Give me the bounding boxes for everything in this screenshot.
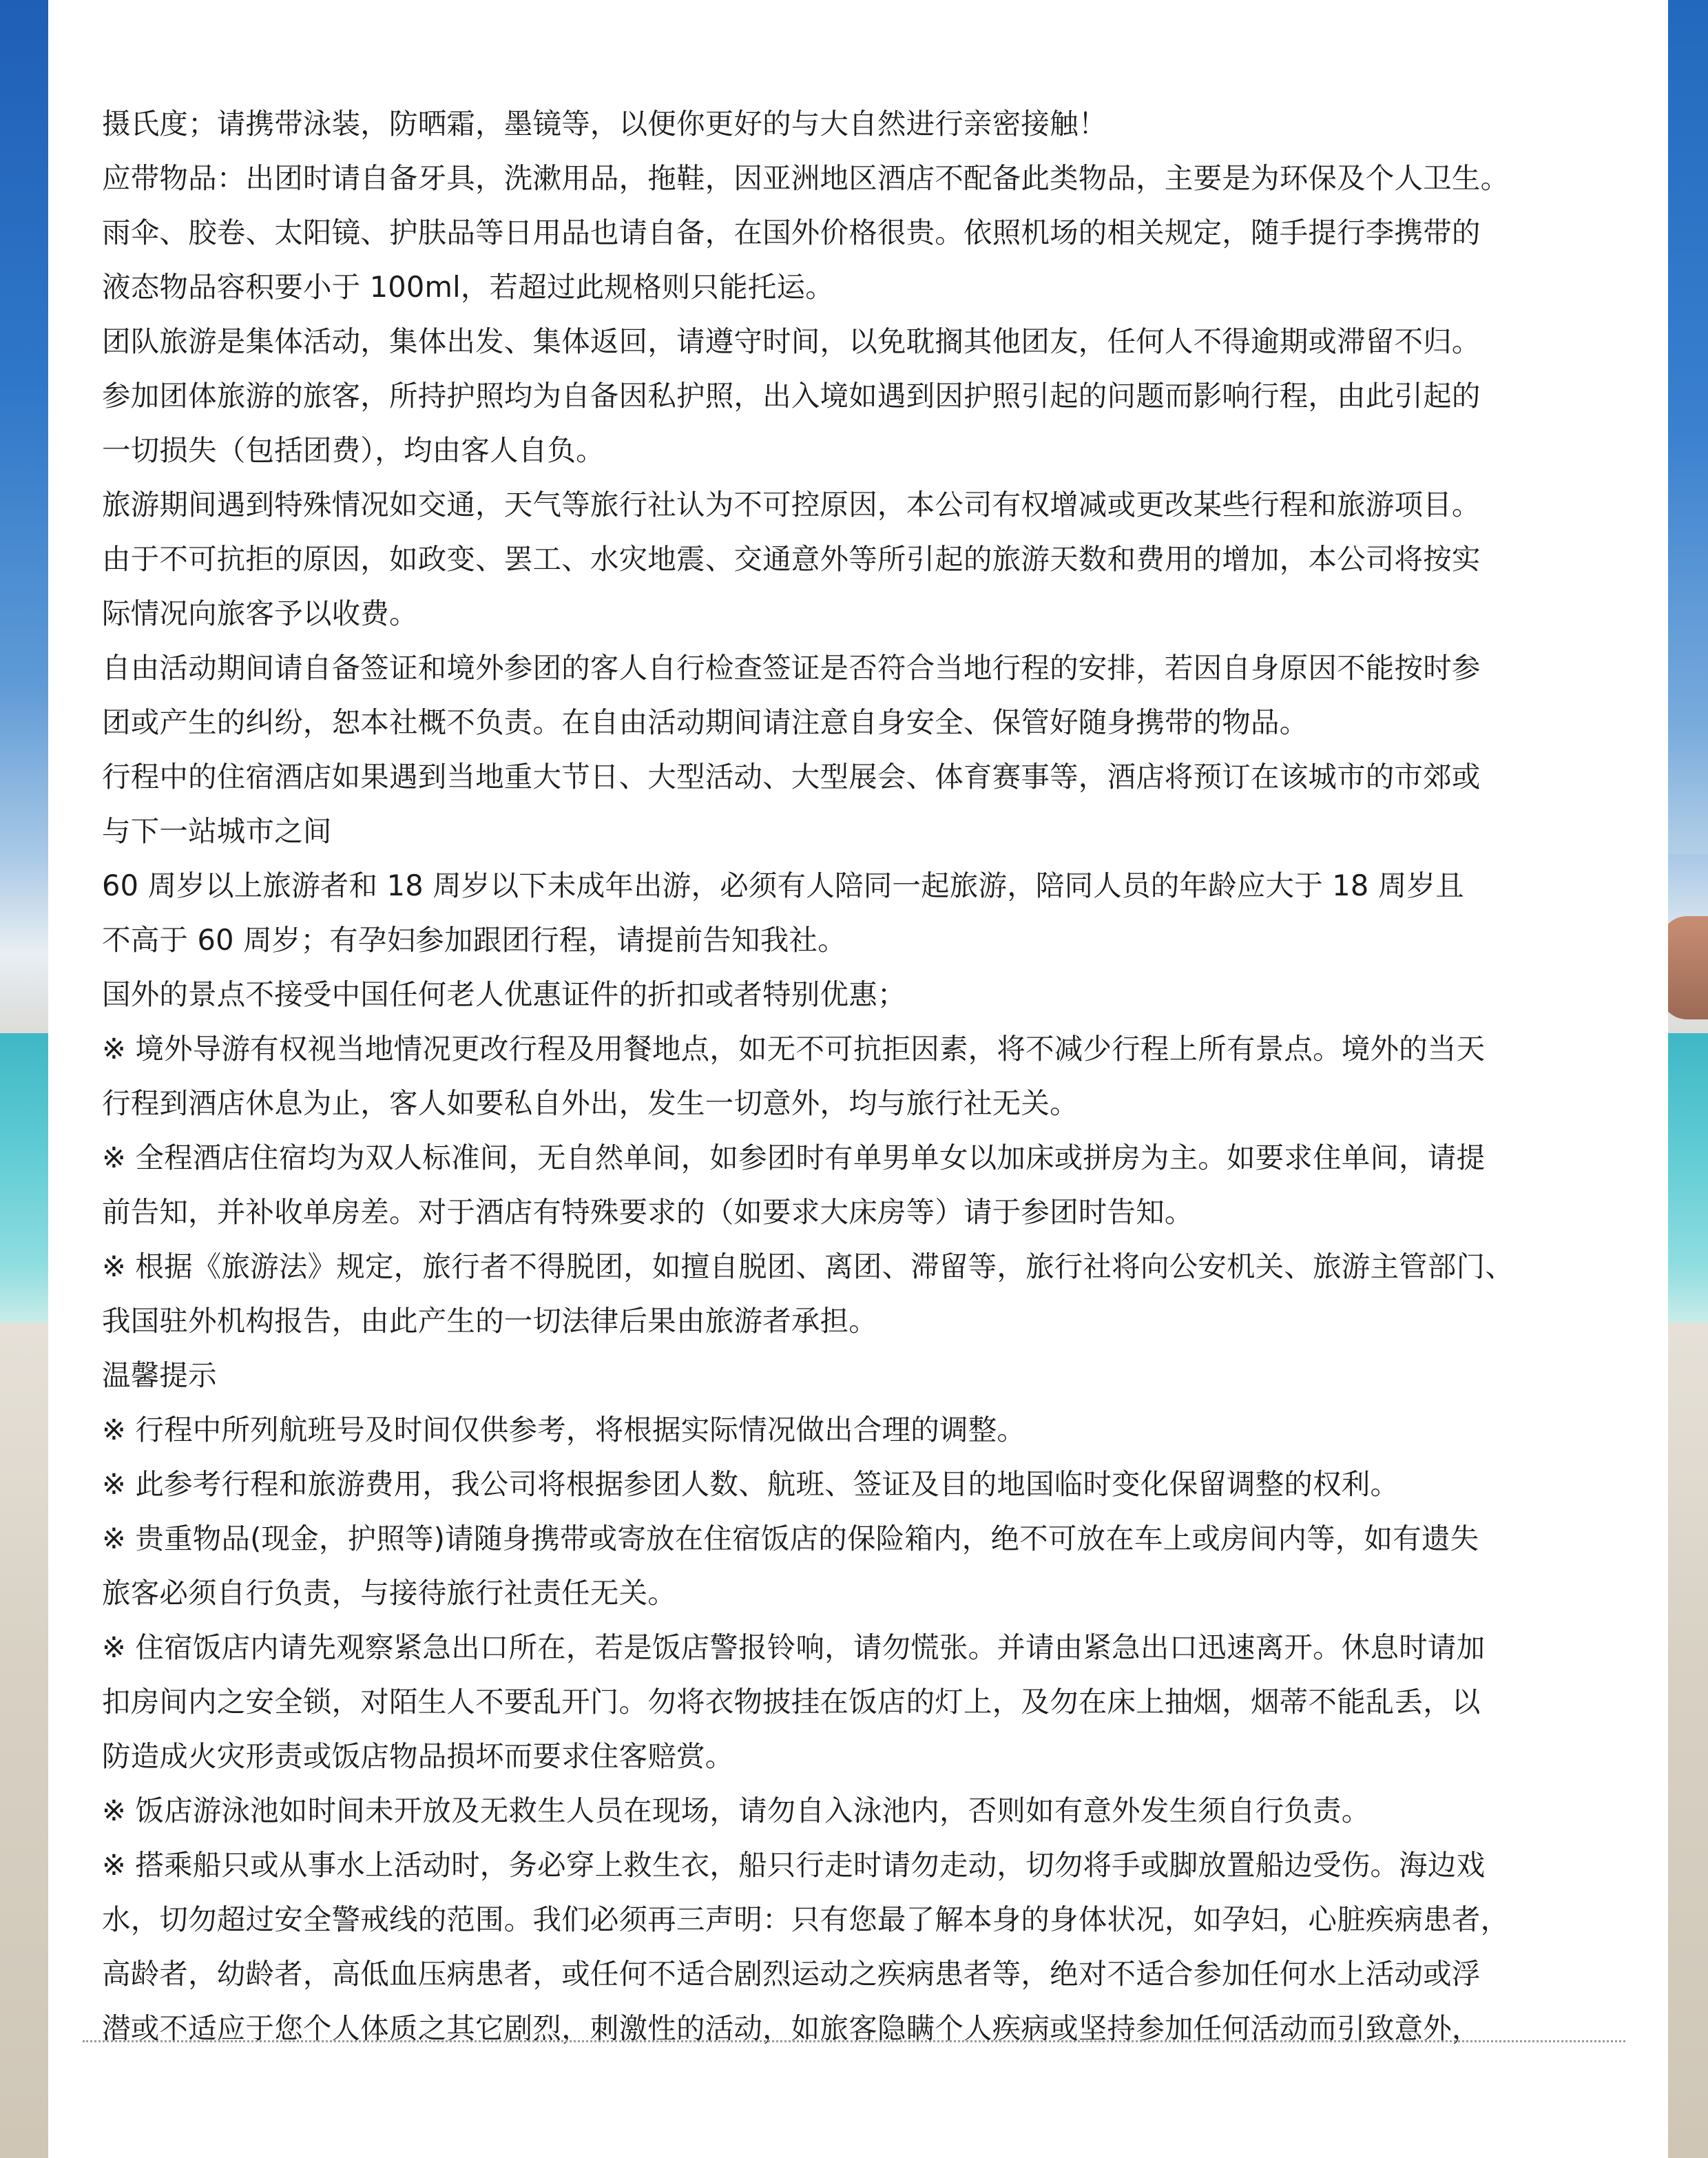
text-line: ※ 行程中所列航班号及时间仅供参考，将根据实际情况做出合理的调整。 — [102, 1413, 1026, 1446]
text-line: 水，切勿超过安全警戒线的范围。我们必须再三声明：只有您最了解本身的身体状况，如孕妇，心脏疾病患者， — [102, 1902, 1510, 1936]
text-line: 液态物品容积要小于 100ml，若超过此规格则只能托运。 — [102, 270, 834, 304]
section-heading-tips: 温馨提示 — [102, 1358, 217, 1392]
text-line: ※ 住宿饭店内请先观察紧急出口所在，若是饭店警报铃响，请勿慌张。并请由紧急出口迅速离开。休息时请加 — [102, 1630, 1486, 1664]
text-line: 一切损失（包括团费），均由客人自负。 — [102, 433, 605, 467]
text-line: ※ 全程酒店住宿均为双人标准间，无自然单间，如参团时有单男单女以加床或拼房为主。如要求住单间，请提 — [102, 1141, 1486, 1174]
text-line: 旅客必须自行负责，与接待旅行社责任无关。 — [102, 1576, 677, 1610]
dotted-divider — [83, 2040, 1625, 2042]
text-line: 我国驻外机构报告，由此产生的一切法律后果由旅游者承担。 — [102, 1304, 877, 1338]
text-line: 团队旅游是集体活动，集体出发、集体返回，请遵守时间，以免耽搁其他团友，任何人不得逾期或滞留不归。 — [102, 324, 1481, 358]
text-line: 雨伞、胶卷、太阳镜、护肤品等日用品也请自备，在国外价格很贵。依照机场的相关规定，随手提行李携带的 — [102, 216, 1481, 249]
text-line: ※ 境外导游有权视当地情况更改行程及用餐地点，如无不可抗拒因素，将不减少行程上所有景点。境外的当天 — [102, 1032, 1486, 1066]
text-line: 防造成火灾形责或饭店物品损坏而要求住客赔赏。 — [102, 1739, 734, 1773]
text-line: ※ 贵重物品(现金，护照等)请随身携带或寄放在住宿饭店的保险箱内，绝不可放在车上或房间内等，如有遗失 — [102, 1522, 1479, 1555]
text-line: 应带物品：出团时请自备牙具，洗漱用品，拖鞋，因亚洲地区酒店不配备此类物品，主要是为环保及个人卫生。 — [102, 161, 1510, 195]
text-line: 自由活动期间请自备签证和境外参团的客人自行检查签证是否符合当地行程的安排，若因自身原因不能按时参 — [102, 651, 1481, 685]
text-line: 国外的景点不接受中国任何老人优惠证件的折扣或者特别优惠； — [102, 977, 906, 1011]
text-line: ※ 饭店游泳池如时间未开放及无救生人员在现场，请勿自入泳池内，否则如有意外发生须自行负责。 — [102, 1794, 1371, 1827]
text-line: ※ 搭乘船只或从事水上活动时，务必穿上救生衣，船只行走时请勿走动，切勿将手或脚放置船边受伤。海边戏 — [102, 1848, 1486, 1882]
notice-text-block — [102, 96, 1624, 2055]
text-line: 摄氏度；请携带泳装，防晒霜，墨镜等，以便你更好的与大自然进行亲密接触！ — [102, 107, 1107, 141]
text-line: ※ 此参考行程和旅游费用，我公司将根据参团人数、航班、签证及目的地国临时变化保留调整的权利。 — [102, 1467, 1399, 1501]
text-line: 扣房间内之安全锁，对陌生人不要乱开门。勿将衣物披挂在饭店的灯上，及勿在床上抽烟，烟蒂不能乱丢，以 — [102, 1685, 1481, 1719]
text-line: 不高于 60 周岁；有孕妇参加跟团行程，请提前告知我社。 — [102, 923, 846, 957]
text-line: 行程到酒店休息为止，客人如要私自外出，发生一切意外，均与旅行社无关。 — [102, 1086, 1079, 1120]
text-line: 前告知，并补收单房差。对于酒店有特殊要求的（如要求大床房等）请于参团时告知。 — [102, 1195, 1194, 1229]
text-line: 60 周岁以上旅游者和 18 周岁以下未成年出游，必须有人陪同一起旅游，陪同人员的年龄应大于 18 周岁且 — [102, 869, 1464, 902]
text-line: 旅游期间遇到特殊情况如交通，天气等旅行社认为不可控原因，本公司有权增减或更改某些行程和旅游项目。 — [102, 488, 1481, 521]
text-line: ※ 根据《旅游法》规定，旅行者不得脱团，如擅自脱团、离团、滞留等，旅行社将向公安机关、旅游主管部门、 — [102, 1249, 1514, 1283]
text-line: 参加团体旅游的旅客，所持护照均为自备因私护照，出入境如遇到因护照引起的问题而影响行程，由此引起的 — [102, 379, 1481, 413]
background-beach-photo-left — [0, 0, 48, 2158]
text-line: 高龄者，幼龄者，高低血压病患者，或任何不适合剧烈运动之疾病患者等，绝对不适合参加任何水上活动或浮 — [102, 1957, 1481, 1991]
text-line: 团或产生的纠纷，恕本社概不负责。在自由活动期间请注意自身安全、保管好随身携带的物品。 — [102, 705, 1309, 739]
text-line: 由于不可抗拒的原因，如政变、罢工、水灾地震、交通意外等所引起的旅游天数和费用的增加，本公司将按实 — [102, 542, 1481, 576]
text-line: 行程中的住宿酒店如果遇到当地重大节日、大型活动、大型展会、体育赛事等，酒店将预订在该城市的市郊或 — [102, 760, 1481, 793]
text-line: 际情况向旅客予以收费。 — [102, 596, 418, 630]
text-line: 潜或不适应于您个人体质之其它剧烈，刺激性的活动，如旅客隐瞒个人疾病或坚持参加任何活动而引致意外， — [102, 2011, 1481, 2045]
text-line: 与下一站城市之间 — [102, 814, 332, 848]
